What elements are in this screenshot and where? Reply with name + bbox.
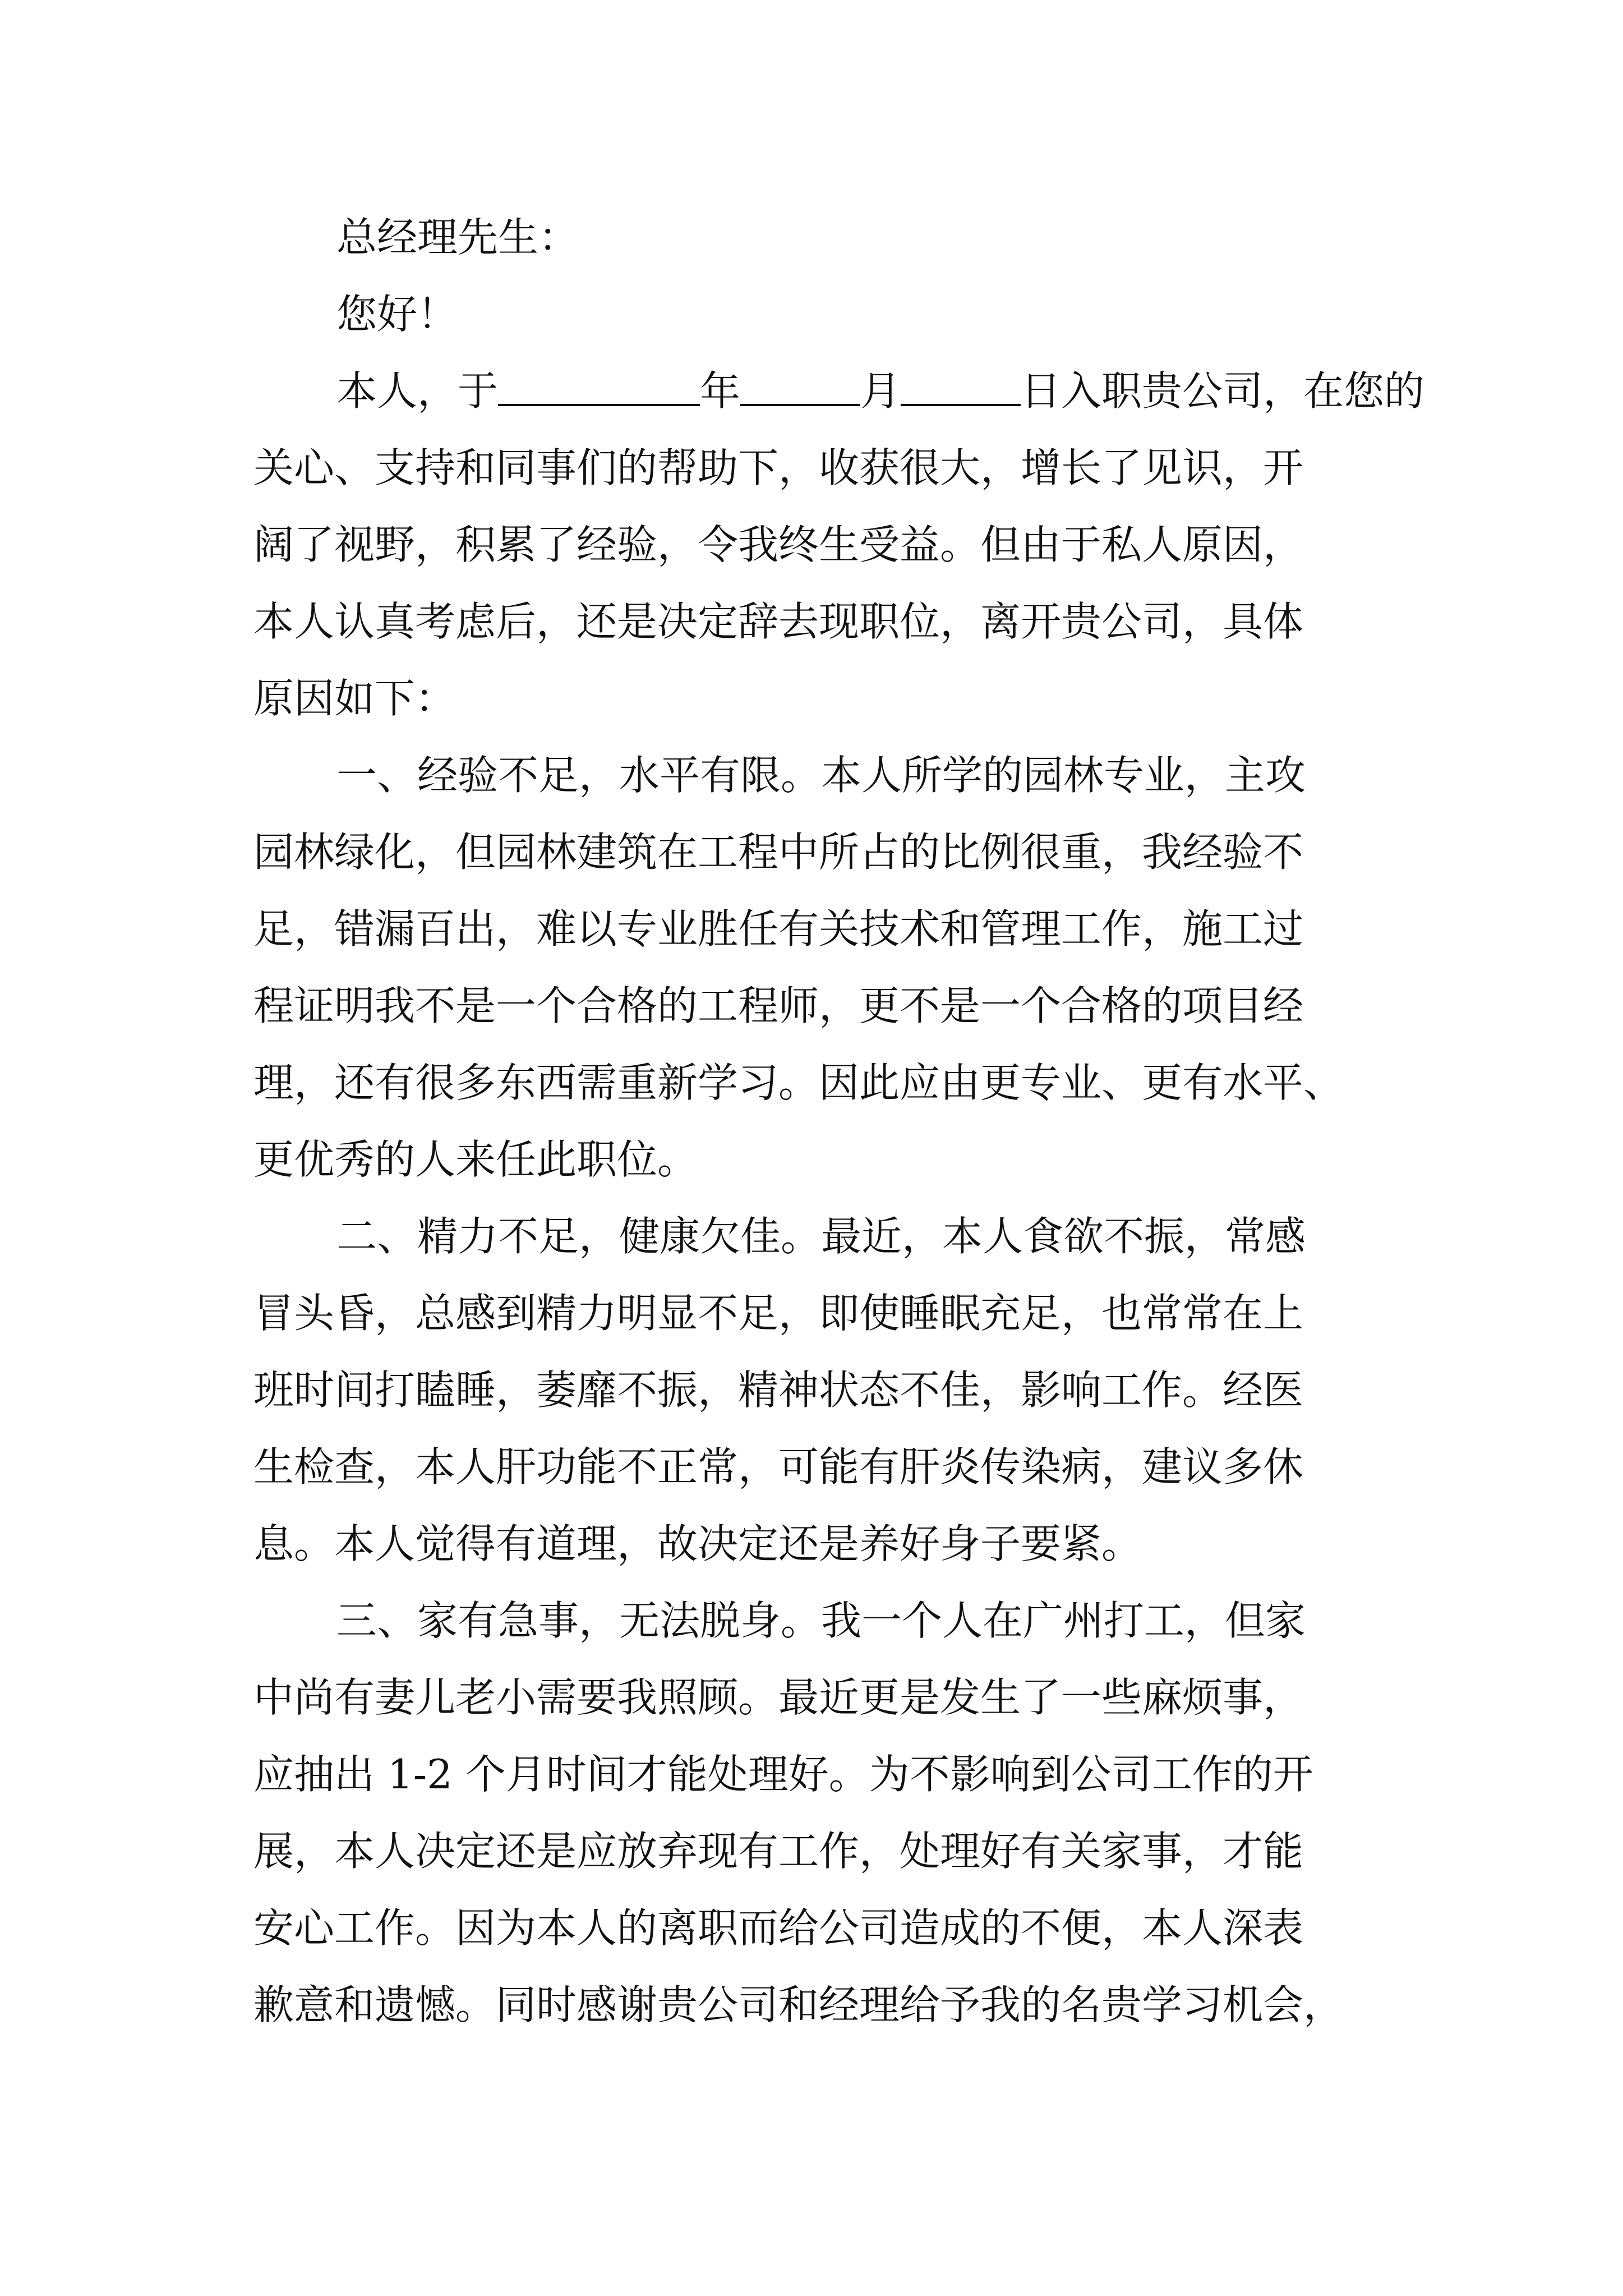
reason3-line: 三、家有急事，无法脱身。我一个人在广州打工，但家 [336,1597,1306,1644]
intro-line: 本人认真考虑后，还是决定辞去现职位，离开贵公司，具体 [253,598,1304,645]
intro-first-line [253,353,1425,430]
day-blank [901,365,1021,406]
intro-line: 阔了视野，积累了经验，令我终生受益。但由于私人原因， [253,521,1304,568]
reason2-line: 二、精力不足，健康欠佳。最近，本人食欲不振，常感 [336,1213,1306,1260]
year-label: 年 [700,367,741,415]
intro-line: 关心、支持和同事们的帮助下，收获很大，增长了见识，开 [253,444,1304,491]
reason3-line: 应抽出 1-2 个月时间才能处理好。为不影响到公司工作的开 [253,1751,1313,1798]
greeting: 您好！ [336,291,458,338]
salutation: 总经理先生： [336,214,579,261]
reason1-line: 一、经验不足，水平有限。本人所学的园林专业，主攻 [336,752,1306,799]
reason3-line: 中尚有妻儿老小需要我照顾。最近更是发生了一些麻烦事， [253,1674,1304,1721]
intro-prefix: 本人，于 [336,367,499,415]
intro-day-suffix: 日入职贵公司，在您的 [1021,367,1425,415]
reason1-line: 程证明我不是一个合格的工程师，更不是一个合格的项目经 [253,982,1304,1029]
reason2-line: 班时间打瞌睡，萎靡不振，精神状态不佳，影响工作。经医 [253,1366,1304,1414]
reason3-line: 歉意和遗憾。同时感谢贵公司和经理给予我的名贵学习机会， [253,1981,1344,2028]
reason2-line: 息。本人觉得有道理，故决定还是养好身子要紧。 [253,1520,1142,1567]
month-label: 月 [860,367,901,415]
reason3-line: 展，本人决定还是应放弃现有工作，处理好有关家事，才能 [253,1828,1304,1875]
reason1-line: 园林绿化，但园林建筑在工程中所占的比例很重，我经验不 [253,829,1304,876]
reason1-line: 理，还有很多东西需重新学习。因此应由更专业、更有水平、 [253,1059,1344,1106]
reason1-line: 足，错漏百出，难以专业胜任有关技术和管理工作，施工过 [253,905,1304,953]
intro-line: 原因如下： [253,675,456,722]
month-blank [740,365,860,406]
resignation-letter-body [253,199,1425,2044]
reason2-line: 生检查，本人肝功能不正常，可能有肝炎传染病，建议多休 [253,1443,1304,1490]
reason2-line: 冒头昏，总感到精力明显不足，即使睡眠充足，也常常在上 [253,1290,1304,1337]
year-blank [498,365,700,406]
reason3-line: 安心工作。因为本人的离职而给公司造成的不便，本人深表 [253,1904,1304,1952]
reason1-line: 更优秀的人来任此职位。 [253,1136,698,1183]
